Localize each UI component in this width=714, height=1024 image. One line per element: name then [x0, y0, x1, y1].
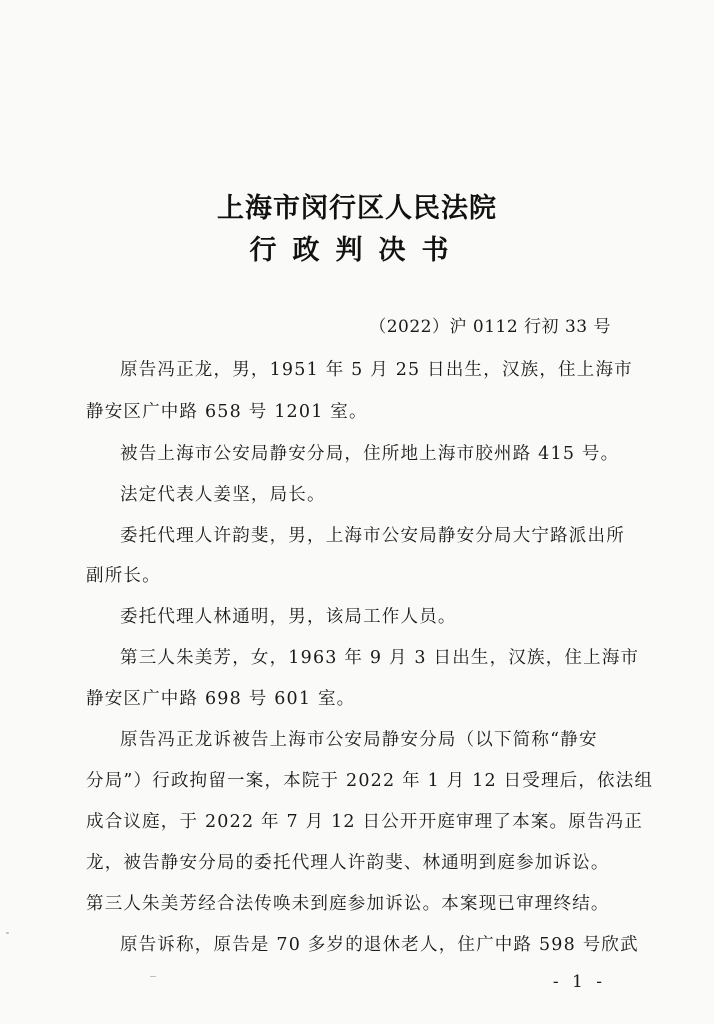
body-line: 龙，被告静安分局的委托代理人许韵斐、林通明到庭参加诉讼。	[86, 853, 610, 873]
case-number: （2022）沪 0112 行初 33 号	[369, 317, 611, 337]
body-line: 法定代表人姜坚，局长。	[120, 485, 326, 505]
court-name: 上海市闵行区人民法院	[217, 193, 497, 224]
page-number: - 1 -	[552, 972, 606, 992]
body-line: 第三人朱美芳经合法传唤未到庭参加诉讼。本案现已审理终结。	[86, 894, 610, 914]
body-line: 委托代理人林通明，男，该局工作人员。	[120, 607, 457, 627]
body-line: 委托代理人许韵斐，男，上海市公安局静安分局大宁路派出所	[120, 526, 625, 546]
body-line: 被告上海市公安局静安分局，住所地上海市胶州路 415 号。	[120, 444, 620, 464]
scan-mark	[6, 932, 9, 934]
document-title: 行政判决书	[249, 235, 465, 266]
body-line: 分局”）行政拘留一案，本院于 2022 年 1 月 12 日受理后，依法组	[86, 771, 654, 791]
body-line: 成合议庭，于 2022 年 7 月 12 日公开开庭审理了本案。原告冯正	[86, 812, 644, 832]
body-line: 第三人朱美芳，女，1963 年 9 月 3 日出生，汉族，住上海市	[120, 648, 640, 668]
body-line: 原告冯正龙，男，1951 年 5 月 25 日出生，汉族，住上海市	[120, 360, 633, 380]
body-line: 静安区广中路 658 号 1201 室。	[86, 402, 368, 422]
body-line: 原告冯正龙诉被告上海市公安局静安分局（以下简称“静安	[120, 730, 598, 750]
body-line: 副所长。	[86, 566, 161, 586]
body-line: 原告诉称，原告是 70 多岁的退休老人，住广中路 598 号欣武	[120, 935, 639, 955]
body-line: 静安区广中路 698 号 601 室。	[86, 689, 356, 709]
scan-mark	[150, 976, 156, 977]
